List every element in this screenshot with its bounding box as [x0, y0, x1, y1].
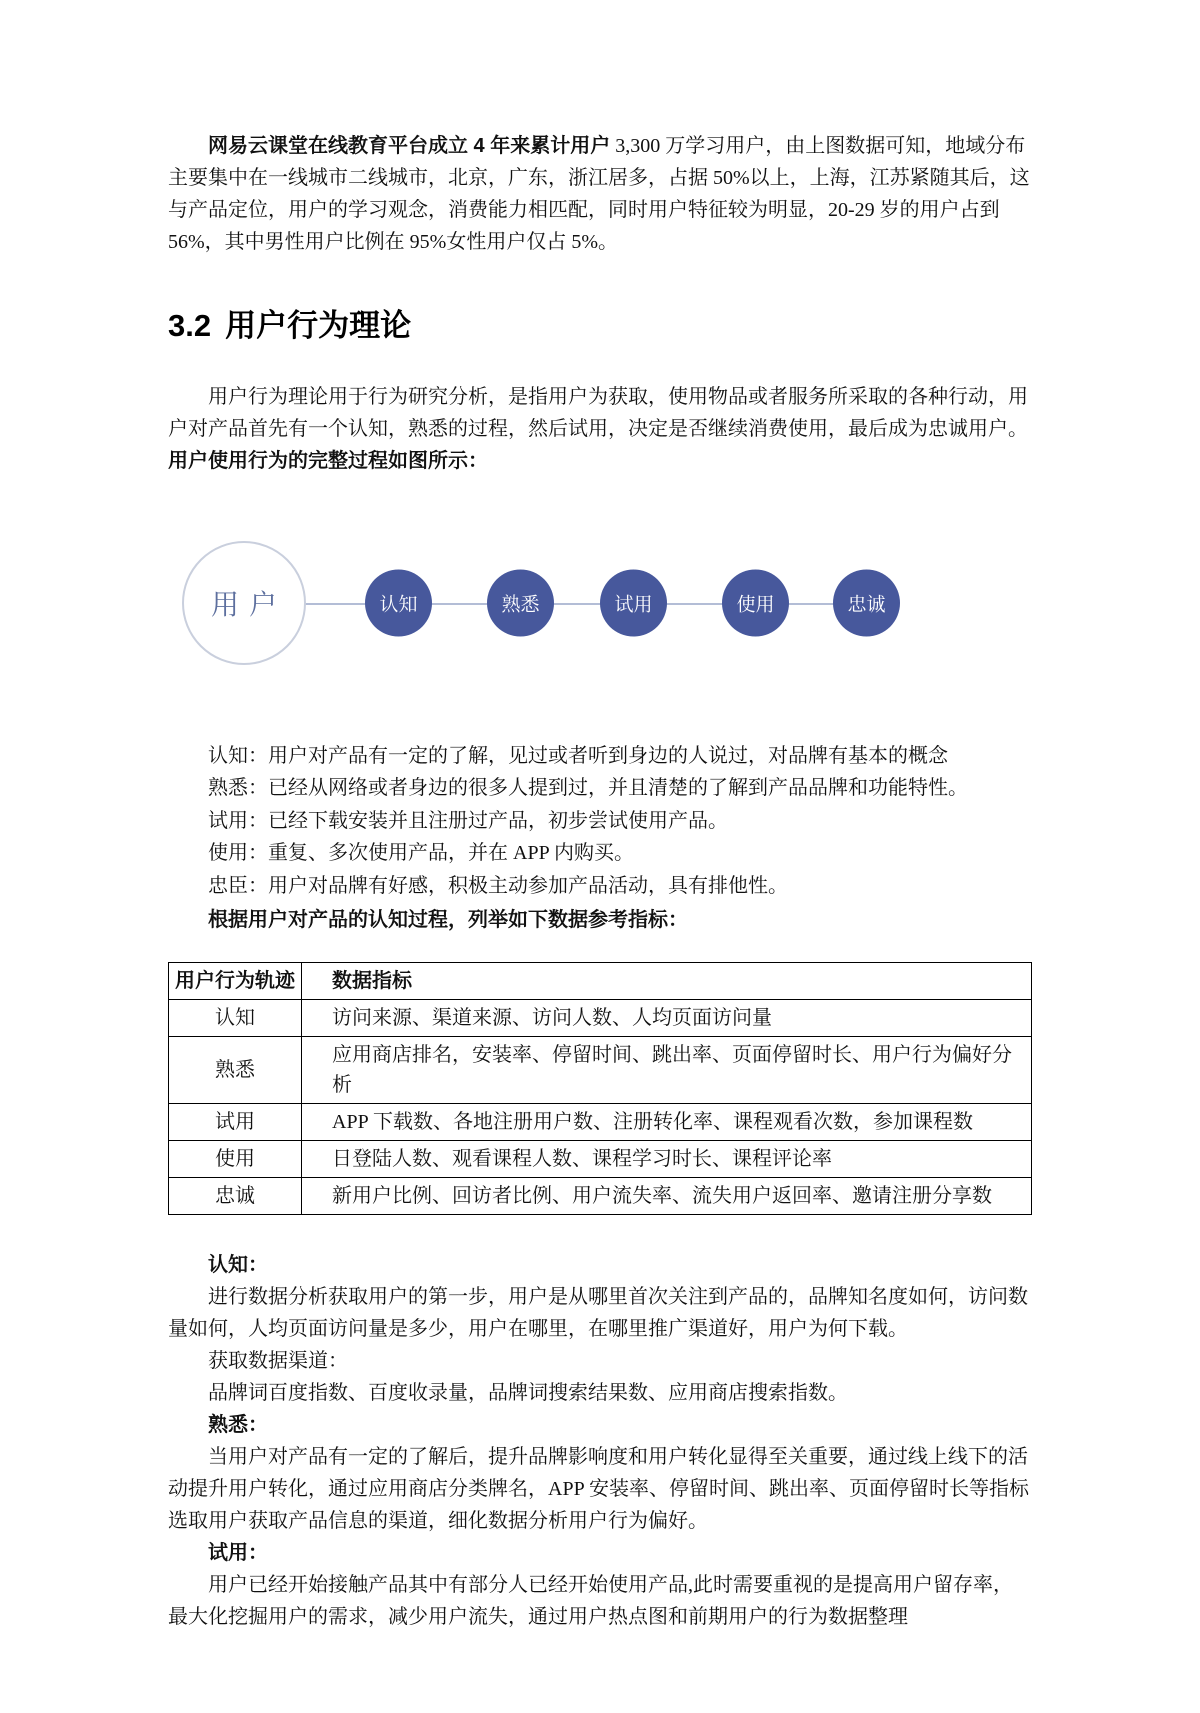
flow-node [833, 569, 900, 636]
table-row [169, 1177, 1032, 1214]
intro-paragraph-text: 3,300 万学习用户，由上图数据可知，地域分布主要集中在一线城市二线城市，北京，广东，浙江居多，占据 50%以上，上海，江苏紧随其后，这与产品定位，用户的学习观念，消费能力相匹配，同时用户特征较为明显，20-29 岁的用户占到 56%，其中男性用户比例在 95%女性用户仅占 5%。 [168, 135, 1030, 253]
table-row [169, 1103, 1032, 1140]
definition-line: 忠臣：用户对品牌有好感，积极主动参加产品活动，具有排他性。 [208, 874, 788, 897]
flow-node-label: 认知 [379, 594, 418, 615]
analysis-section-title: 熟悉： [208, 1413, 268, 1436]
section-number: 3.2 [168, 308, 212, 343]
section-title: 用户行为理论 [225, 308, 412, 343]
table-header-row [169, 962, 1032, 999]
flow-node [365, 569, 432, 636]
flow-node-user-label: 用户 [210, 589, 287, 621]
definitions-list [168, 740, 1032, 902]
theory-paragraph [168, 381, 1032, 477]
analysis-paragraph: 当用户对产品有一定的了解后，提升品牌影响度和用户转化显得至关重要，通过线上线下的活动提升用户转化，通过应用商店分类牌名，APP 安装率、停留时间、跳出率、页面停留时长等指标选取用户获取产品信息的渠道，细化数据分析用户行为偏好。 [168, 1445, 1029, 1532]
definition-line: 认知：用户对产品有一定的了解，见过或者听到身边的人说过，对品牌有基本的概念 [208, 745, 948, 767]
table-cell-value: 应用商店排名，安装率、停留时间、跳出率、页面停留时长、用户行为偏好分析 [302, 1036, 1032, 1103]
table-cell-label: 忠诚 [169, 1177, 302, 1214]
table-cell-value: APP 下载数、各地注册用户数、注册转化率、课程观看次数，参加课程数 [302, 1103, 1032, 1140]
table-header-metrics: 数据指标 [302, 962, 1032, 999]
table-cell-label: 熟悉 [169, 1036, 302, 1103]
flow-node-user [182, 541, 306, 665]
flow-node-label: 试用 [614, 594, 653, 615]
flow-node [722, 569, 789, 636]
flow-node [600, 569, 667, 636]
analysis-paragraph: 用户已经开始接触产品其中有部分人已经开始使用产品,此时需要重视的是提高用户留存率，最大化挖掘用户的需求，减少用户流失，通过用户热点图和前期用户的行为数据整理 [168, 1573, 1013, 1628]
table-lead: 根据用户对产品的认知过程，列举如下数据参考指标： [208, 908, 688, 931]
flow-node [487, 569, 554, 636]
analysis-paragraph: 品牌词百度指数、百度收录量，品牌词搜索结果数、应用商店搜索指数。 [208, 1381, 848, 1404]
section-heading [168, 300, 1032, 345]
table-cell-value: 访问来源、渠道来源、访问人数、人均页面访问量 [302, 999, 1032, 1036]
user-behavior-flow-diagram [168, 495, 1032, 710]
intro-paragraph [168, 130, 1032, 258]
table-cell-value: 新用户比例、回访者比例、用户流失率、流失用户返回率、邀请注册分享数 [302, 1177, 1032, 1214]
analysis-sections [168, 1249, 1032, 1633]
table-cell-label: 认知 [169, 999, 302, 1036]
definition-line: 使用：重复、多次使用产品，并在 APP 内购买。 [208, 842, 634, 865]
flow-node-label: 使用 [736, 594, 775, 615]
analysis-section-title: 认知： [208, 1253, 268, 1276]
intro-paragraph-bold: 网易云课堂在线教育平台成立 4 年来累计用户 [208, 135, 611, 157]
table-cell-label: 使用 [169, 1140, 302, 1177]
table-row [169, 999, 1032, 1036]
table-cell-value: 日登陆人数、观看课程人数、课程学习时长、课程评论率 [302, 1140, 1032, 1177]
table-header-track: 用户行为轨迹 [169, 962, 302, 999]
table-row [169, 1140, 1032, 1177]
flow-node-label: 忠诚 [847, 594, 886, 615]
metrics-table [168, 962, 1032, 1215]
theory-paragraph-text: 用户行为理论用于行为研究分析，是指用户为获取，使用物品或者服务所采取的各种行动，用户对产品首先有一个认知，熟悉的过程，然后试用，决定是否继续消费使用，最后成为忠诚用户。 [168, 386, 1028, 440]
analysis-section-title: 试用： [208, 1541, 268, 1564]
definition-line: 试用：已经下载安装并且注册过产品，初步尝试使用产品。 [208, 809, 728, 832]
analysis-paragraph: 进行数据分析获取用户的第一步，用户是从哪里首次关注到产品的，品牌知名度如何，访问数量如何，人均页面访问量是多少，用户在哪里，在哪里推广渠道好，用户为何下载。 [168, 1285, 1028, 1340]
flow-node-label: 熟悉 [501, 594, 540, 615]
definition-line: 熟悉：已经从网络或者身边的很多人提到过，并且清楚的了解到产品品牌和功能特性。 [208, 777, 968, 800]
analysis-paragraph: 获取数据渠道： [208, 1349, 348, 1372]
table-cell-label: 试用 [169, 1103, 302, 1140]
table-row [169, 1036, 1032, 1103]
theory-paragraph-bold: 用户使用行为的完整过程如图所示： [168, 450, 488, 472]
